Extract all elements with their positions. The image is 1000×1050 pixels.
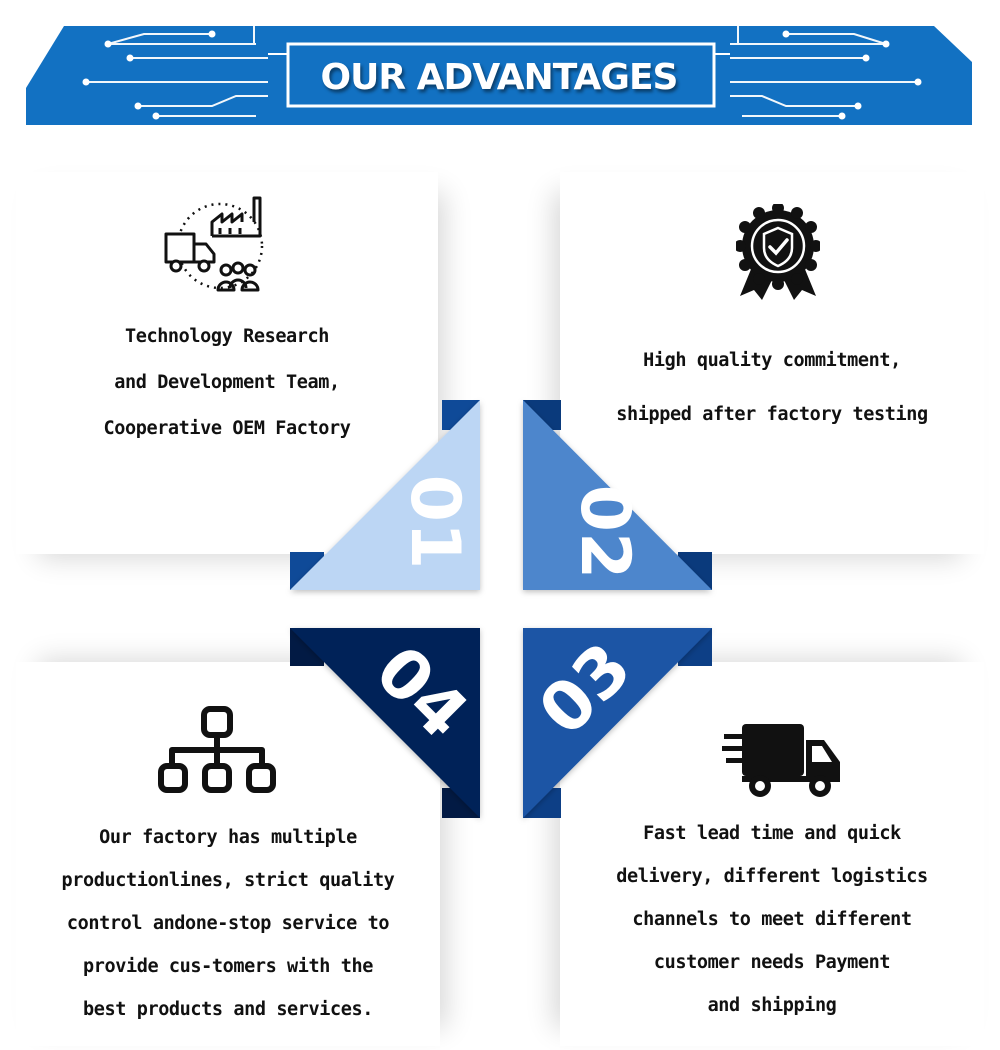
text-line: channels to meet different: [632, 909, 912, 930]
tab-01: [290, 400, 480, 590]
text-line: Our factory has multiple: [99, 827, 357, 848]
text-line: delivery, different logistics: [616, 866, 928, 887]
page-title: OUR ADVANTAGES: [320, 56, 678, 98]
advantage-text-03: [560, 812, 984, 1027]
text-line: Fast lead time and quick: [643, 823, 901, 844]
tab-number-03: 03: [524, 628, 648, 752]
text-line: Technology Research: [124, 326, 330, 347]
text-line: Cooperative OEM Factory: [103, 418, 351, 439]
text-line: productionlines, strict quality: [61, 870, 395, 891]
text-line: and shipping: [707, 995, 837, 1016]
text-line: shipped after factory testing: [616, 404, 928, 425]
text-line: control andone-stop service to: [66, 913, 390, 934]
factory-truck-team-icon: [164, 194, 266, 298]
text-line: provide cus-tomers with the: [83, 956, 373, 977]
tab-04: [290, 628, 483, 818]
hierarchy-icon: [158, 706, 276, 800]
delivery-truck-icon: [722, 722, 844, 804]
text-line: customer needs Payment: [653, 952, 891, 973]
number-tabs: [280, 390, 720, 830]
tab-number-01: 01: [395, 474, 474, 570]
text-line: best products and services.: [83, 999, 373, 1020]
text-line: and Development Team,: [114, 372, 340, 393]
header-banner: [26, 26, 972, 125]
text-line: High quality commitment,: [643, 350, 901, 371]
quality-badge-icon: [736, 204, 820, 306]
tab-03: [523, 628, 712, 818]
advantage-text-04: [16, 816, 440, 1031]
tab-number-02: 02: [565, 484, 644, 580]
tab-number-04: 04: [359, 631, 483, 755]
tab-02: [523, 400, 712, 590]
